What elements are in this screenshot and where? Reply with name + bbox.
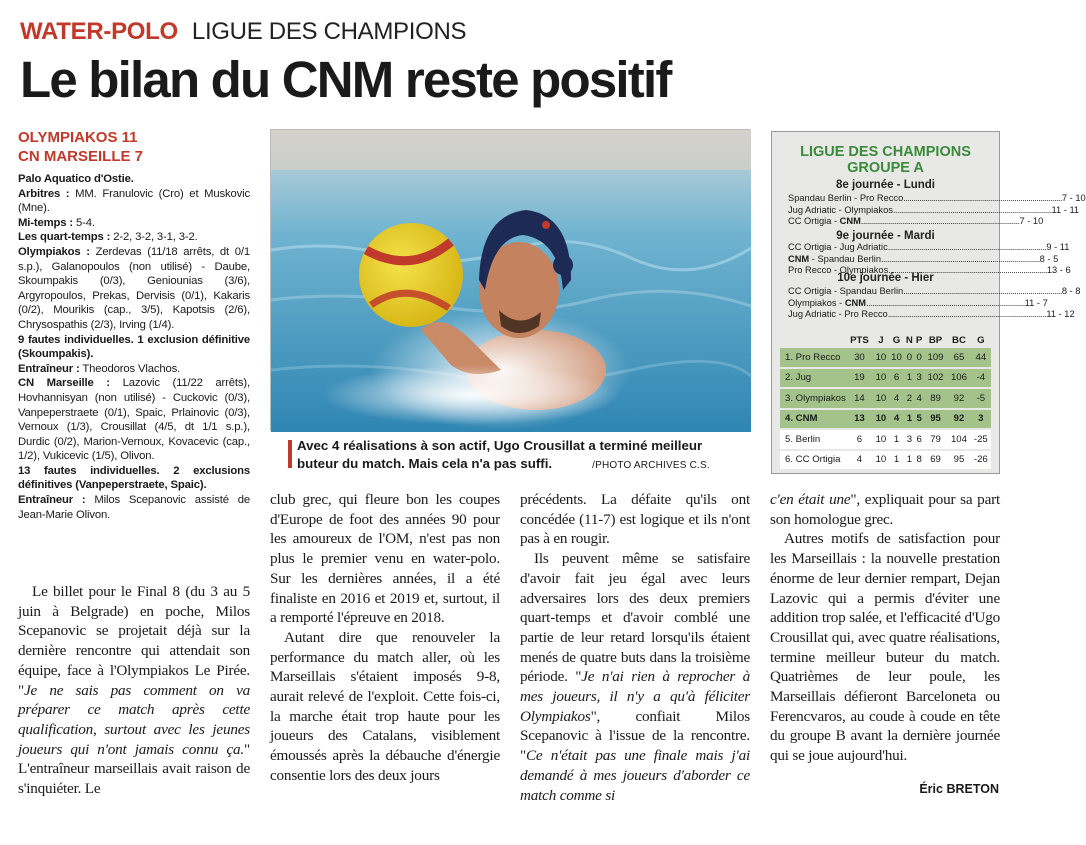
referees: MM. Franulovic (Cro) et Muskovic (Mne). <box>18 187 251 215</box>
article-quote: Je ne sais pas comment on va préparer ce match après cette qualification, surtout avec les jeunes joueurs qui n'ont jamais connu ça. <box>18 681 250 758</box>
match-score: 8 - 5 <box>1039 253 1059 264</box>
table-cell: 0 <box>914 348 923 368</box>
match-teams-text: CC Ortigia - <box>788 216 840 226</box>
match-result <box>788 286 1081 297</box>
table-cell: 6 <box>914 429 923 450</box>
table-cell: 102 <box>924 368 947 389</box>
highlight-team: CNM <box>788 253 810 264</box>
olympiakos-fouls: 9 fautes individuelles. 1 exclusion définitive (Skoumpakis). <box>18 333 250 361</box>
table-cell: 65 <box>947 348 970 368</box>
table-header: PTS <box>850 334 869 346</box>
match-result <box>788 216 1044 227</box>
referees-label: Arbitres : <box>18 187 70 200</box>
halftime-label: Mi-temps : <box>18 216 73 229</box>
table-cell: 10 <box>873 450 889 471</box>
article-text: Ils peuvent même se satisfaire d'avoir fait jeu égal avec leurs adversaires lors des deux premiers quart-temps et d'avoir comblé une partie de leur retard lorsqu'ils étaient menés de quatre buts dans la troisième période. " <box>520 550 750 686</box>
match-teams-text: Olympiakos - <box>788 297 845 308</box>
leader-dots: ................................................................................ <box>892 204 1052 215</box>
table-cell: -26 <box>971 450 991 471</box>
match-teams <box>788 205 893 216</box>
table-cell: 3 <box>914 368 923 389</box>
match-result <box>788 204 1080 216</box>
table-header: G <box>977 334 985 346</box>
caption-text: Avec 4 réalisations à son actif, Ugo Crousillat a terminé meilleur buteur du match. Mais cela n'a pas suffi. <box>297 438 703 471</box>
table-header: G <box>892 334 901 346</box>
table-header: J <box>878 334 884 346</box>
photo <box>270 129 750 431</box>
article-quote: c'en était une <box>770 491 851 508</box>
table-header-team <box>780 332 846 348</box>
article-text: ", expliquait pour sa part son homologue grec. <box>770 491 1000 528</box>
table-cell: 4 <box>914 388 923 409</box>
table-cell: 4 <box>846 450 873 471</box>
match-score: 7 - 10 <box>1019 216 1044 226</box>
table-cell: 8 <box>914 450 923 471</box>
score-line-home: OLYMPIAKOS 11 <box>18 129 138 146</box>
table-cell: 95 <box>947 450 970 471</box>
competition-label: LIGUE DES CHAMPIONS <box>191 18 467 45</box>
table-cell: 1 <box>889 450 905 471</box>
leader-dots: ................................................................................ <box>903 286 1062 296</box>
halftime: 5-4. <box>73 216 95 229</box>
team-name: 2. Jug <box>780 368 846 389</box>
match-teams-text: CC Ortigia - Spandau Berlin <box>788 286 904 296</box>
quarters-label: Les quart-temps : <box>18 231 111 244</box>
table-cell: 10 <box>873 388 889 409</box>
photo-caption <box>297 437 737 474</box>
table-row <box>780 450 991 471</box>
table-cell: 109 <box>924 348 947 368</box>
article-paragraph: précédents. La défaite qu'ils ont concédée (11-7) est logique et ils n'ont pas à en rougir. <box>520 491 750 548</box>
caption-accent-bar <box>288 440 292 468</box>
table-cell: 13 <box>846 409 873 430</box>
photo-credit: /PHOTO ARCHIVES C.S. <box>592 459 710 471</box>
match-result <box>788 193 1086 204</box>
match-score <box>18 128 258 166</box>
table-row <box>780 388 991 409</box>
match-result <box>788 242 1070 253</box>
table-header: BP <box>928 334 943 346</box>
table-cell: 44 <box>971 348 991 368</box>
standings-title <box>772 144 999 176</box>
article-column-2 <box>270 490 500 786</box>
olympiakos-label: Olympiakos : <box>18 245 90 258</box>
table-row <box>780 368 991 389</box>
leader-dots: ................................................................................ <box>866 297 1025 308</box>
article-quote: Ce n'était pas une finale mais j'ai demandé à mes joueurs d'aborder ce match comme si <box>520 747 750 804</box>
table-cell: 92 <box>947 388 970 409</box>
article-column-3 <box>520 490 750 805</box>
article-paragraph <box>520 549 750 805</box>
table-cell: 30 <box>846 348 873 368</box>
table-cell: 4 <box>889 409 905 430</box>
match-score: 9 - 11 <box>1046 242 1070 252</box>
table-header: P <box>915 334 923 346</box>
match-result <box>788 253 1059 265</box>
article-text: " L'entraîneur marseillais avait raison de s'inquiéter. Le <box>18 740 250 798</box>
standings-box <box>771 131 1086 474</box>
team-name: 5. Berlin <box>780 429 846 450</box>
team-name: 4. CNM <box>780 409 846 430</box>
section-kicker <box>20 18 466 46</box>
match-score: 8 - 8 <box>1061 286 1081 296</box>
match-teams <box>788 216 861 227</box>
match-result <box>788 309 1075 320</box>
headline: Le bilan du CNM reste positif <box>20 51 671 108</box>
table-cell: 3 <box>971 409 991 430</box>
match-teams <box>788 298 866 309</box>
match-teams-text: Jug Adriatic - Pro Recco <box>788 309 888 319</box>
table-cell: 10 <box>873 409 889 430</box>
article-text: ", confiait Milos Scepanovic à l'issue de la rencontre. " <box>520 707 750 765</box>
table-cell: -25 <box>971 429 991 450</box>
table-cell: 4 <box>889 388 905 409</box>
article-paragraph <box>770 490 1000 529</box>
table-cell: 69 <box>924 450 947 471</box>
table-cell: 89 <box>924 388 947 409</box>
table-cell: 1 <box>904 450 914 471</box>
table-row <box>780 429 991 450</box>
match-teams-text: - Spandau Berlin <box>809 253 882 264</box>
table-header: BC <box>952 334 966 346</box>
leader-dots: ................................................................................ <box>860 216 1020 226</box>
article-text: Le billet pour le Final 8 (du 3 au 5 juin à Belgrade) en poche, Milos Scepanovic se projetait déjà sur la dernière rencontre qui attendait son équipe, face à l'Olympiakos Le Pirée. " <box>18 583 250 699</box>
table-row <box>780 348 991 368</box>
table-cell: 2 <box>904 388 914 409</box>
highlight-team: CNM <box>844 297 867 308</box>
table-row <box>780 409 991 430</box>
cnm-fouls: 13 fautes individuelles. 2 exclusions définitives (Vanpeperstraete, Spaic). <box>18 464 250 492</box>
article-column-4 <box>770 490 1000 766</box>
table-cell: 95 <box>924 409 947 430</box>
match-teams-text: Pro Recco - Olympiakos <box>788 265 889 275</box>
venue: Palo Aquatico d'Ostie. <box>18 173 134 185</box>
table-cell: 106 <box>947 368 970 389</box>
table-cell: 0 <box>904 348 914 368</box>
match-factsheet <box>18 172 250 522</box>
match-teams <box>788 286 903 297</box>
match-teams <box>788 254 881 265</box>
standings-day-label: 9e journée - Mardi <box>836 230 935 242</box>
table-cell: 104 <box>947 429 970 450</box>
match-result <box>788 297 1048 309</box>
table-header: N <box>905 334 913 346</box>
table-cell: 1 <box>904 409 914 430</box>
leader-dots: ................................................................................ <box>887 309 1047 319</box>
leader-dots: ................................................................................ <box>888 265 1047 275</box>
standings-day-label: 10e journée - Hier <box>837 272 934 284</box>
article-paragraph: Autres motifs de satisfaction pour les Marseillais : la nouvelle prestation énorme de leur dernier rempart, Dejan Lazovic qui a permis d'éviter une addition trop salée, et l'efficacité d'Ugo Crousillat qui, avec quatre réalisations, termine meilleur buteur du match. Quatrièmes de leur poule, les Marseillais défieront Barceloneta ou Ferencvaros, au coude à coude en tête du groupe B avant la dernière journée qui se joue aujourd'hui. <box>770 530 1000 765</box>
article-paragraph: Autant dire que renouveler la performance du match aller, où les Marseillais s'étaient imposés 9-8, aurait relevé de l'exploit. Cette fois-ci, la marche était trop haute pour les joueurs des Catalans, visiblement émoussés après la débauche d'énergie consentie lors des deux jours <box>270 628 500 784</box>
match-teams-text: CC Ortigia - Jug Adriatic <box>788 242 888 252</box>
table-cell: 79 <box>924 429 947 450</box>
leader-dots: ................................................................................ <box>887 242 1047 252</box>
table-cell: 1 <box>889 429 905 450</box>
match-score: 11 - 11 <box>1051 204 1080 215</box>
table-cell: 6 <box>889 368 905 389</box>
table-cell: 6 <box>846 429 873 450</box>
cnm-coach-label: Entraîneur : <box>18 494 86 507</box>
olympiakos-lineup: Zerdevas (11/18 arrêts, dt 0/1 s.p.), Galanopoulos (non utilisé) - Daube, Skoumpakis (0/3), Geniounias (3/6), Argyropoulos, Prekas, Dervisis (0/1), Kakaris (0/2), Mourikis (cap., 3/5), Kapotsis (2/6), Chrysospathis (2/3), Irving (1/4). <box>18 245 250 331</box>
table-cell: 1 <box>904 368 914 389</box>
match-teams <box>788 309 888 320</box>
byline: Éric BRETON <box>919 782 999 796</box>
leader-dots: ................................................................................ <box>881 253 1040 264</box>
olympiakos-coach: Theodoros Vlachos. <box>79 362 181 375</box>
table-cell: 10 <box>873 429 889 450</box>
water-polo-player-photo <box>271 130 751 432</box>
match-teams <box>788 193 903 204</box>
cnm-label: CN Marseille : <box>18 377 110 390</box>
team-name: 6. CC Ortigia <box>780 450 846 471</box>
table-cell: 10 <box>889 348 905 368</box>
article-paragraph: club grec, qui fleure bon les coupes d'Europe de foot des années 90 pour les amoureux de l'OM, n'est pas non plus le premier venu en water-polo. Sur les dernières années, il a été finaliste en 2016 et 2019 et, surtout, il a remporté l'épreuve en 2018. <box>270 491 500 627</box>
cnm-lineup: Lazovic (11/22 arrêts), Hovhannisyan (non utilisé) - Cuckovic (0/3), Vanpeperstraete (0/1), Spaic, Prlainovic (0/3), Vernoux (1/3), Crousillat (4/5, dt 1/1 s.p.), Durdic (0/2), Marion-Vernoux, Kovacevic (cap., 1/2), Vukicevic (1/5), Olivon. <box>18 377 250 463</box>
table-cell: 14 <box>846 388 873 409</box>
olympiakos-coach-label: Entraîneur : <box>18 362 80 375</box>
sport-label: WATER-POLO <box>20 18 178 45</box>
match-score: 11 - 7 <box>1024 297 1048 308</box>
leader-dots: ................................................................................ <box>903 193 1062 203</box>
standings-title-line2: GROUPE A <box>847 160 924 176</box>
standings-title-line1: LIGUE DES CHAMPIONS <box>800 144 971 160</box>
cnm-coach: Milos Scepanovic assisté de Jean-Marie Olivon. <box>18 494 250 521</box>
table-cell: 10 <box>873 368 889 389</box>
standings-table <box>780 332 991 471</box>
table-cell: -5 <box>971 388 991 409</box>
article-column-1 <box>18 582 250 799</box>
standings-day-label: 8e journée - Lundi <box>835 179 936 191</box>
match-teams-text: Jug Adriatic - Olympiakos <box>788 204 893 215</box>
match-score: 13 - 6 <box>1046 265 1071 275</box>
quarters: 2-2, 3-2, 3-1, 3-2. <box>110 231 198 244</box>
table-cell: -4 <box>971 368 991 389</box>
team-name: 3. Olympiakos <box>780 388 846 409</box>
team-name: 1. Pro Recco <box>780 348 846 368</box>
match-teams <box>788 242 888 253</box>
table-cell: 92 <box>947 409 970 430</box>
table-cell: 10 <box>873 348 889 368</box>
match-teams-text: Spandau Berlin - Pro Recco <box>788 193 904 203</box>
match-score: 7 - 10 <box>1061 193 1086 203</box>
article-quote: Je n'ai rien à reprocher à mes joueurs, il n'y a qu'à féliciter Olympiakos <box>520 668 750 725</box>
highlight-team: CNM <box>839 216 861 226</box>
match-score: 11 - 12 <box>1046 309 1075 319</box>
table-cell: 5 <box>914 409 923 430</box>
table-cell: 3 <box>904 429 914 450</box>
score-line-away: CN MARSEILLE 7 <box>18 148 144 165</box>
table-cell: 19 <box>846 368 873 389</box>
